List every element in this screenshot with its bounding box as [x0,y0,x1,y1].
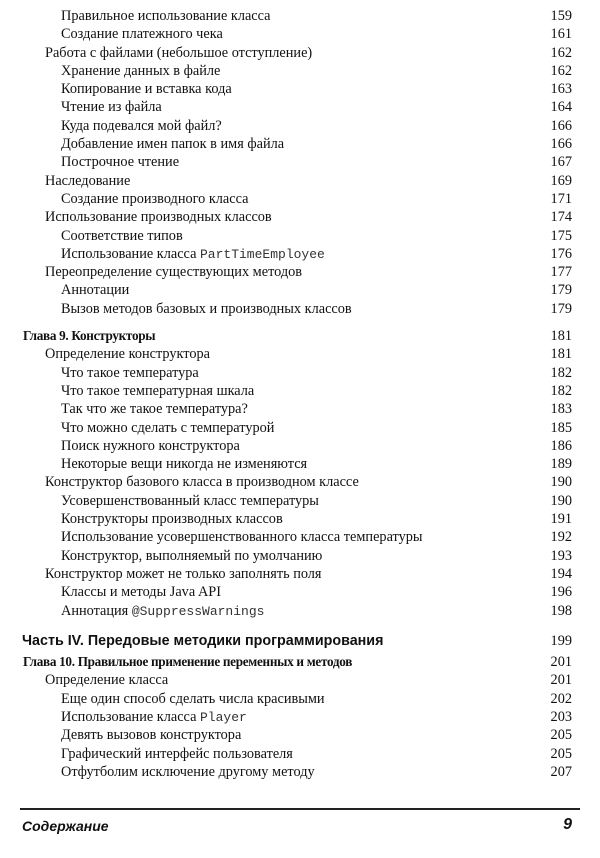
toc-subsection-entry [0,726,600,744]
toc-entry-title-text: Конструктор, выполняемый по умолчанию [61,547,323,564]
toc-entry-title [61,583,221,601]
toc-entry-title-text: Что можно сделать с температурой [61,419,275,436]
toc-entry-title-text: Правильное использование класса [61,8,271,24]
toc-entry-title [22,632,383,650]
toc-page-number: 167 [550,154,572,171]
toc-page-number: 182 [550,364,572,381]
toc-entry-title [61,510,283,528]
toc-entry-title-text: Копирование и вставка кода [61,81,232,98]
toc-subsection-entry [0,135,600,153]
toc-page-number: 193 [550,547,572,564]
toc-subsection-entry [0,763,600,781]
toc-entry-title-text: Вызов методов базовых и производных классов [61,300,352,317]
toc-subsection-entry [0,583,600,601]
toc-entry-title [61,437,240,455]
toc-subsection-entry [0,602,600,620]
toc-entry-title [61,25,223,43]
toc-entry-title-text: Глава 9. Конструкторы [23,328,156,344]
toc-page-number: 161 [550,26,572,43]
toc-entry-title [45,263,302,281]
toc-entry-title [61,690,325,708]
toc-entry-title [45,208,272,226]
toc-subsection-entry [0,364,600,382]
toc-page-number: 182 [550,382,572,399]
toc-page-number: 196 [550,584,572,601]
toc-entry-title-text: Использование класса [61,245,200,262]
toc-entry-title [23,327,155,345]
toc-entry-title-text: Наследование [45,172,131,189]
toc-entry-title [61,62,220,80]
toc-subsection-entry [0,690,600,708]
toc-entry-title [61,492,319,510]
toc-subsection-entry [0,300,600,318]
toc-subsection-entry [0,62,600,80]
toc-page-number: 190 [550,492,572,509]
toc-entry-title-text: Часть IV. Передовые методики программирования [22,632,384,649]
toc-page-number: 190 [550,474,572,491]
toc-entry-title [61,547,322,565]
toc-entry-title-text: Конструкторы производных классов [61,511,283,528]
toc-entry-title-text: Некоторые вещи никогда не изменяются [61,456,308,473]
toc-entry-title-text: Аннотация [61,602,132,619]
toc-section-entry [0,671,600,689]
toc-page-number: 183 [550,401,572,418]
toc-page-number: 163 [550,81,572,98]
toc-entry-title [61,153,179,171]
toc-subsection-entry [0,437,600,455]
toc-page-number: 164 [550,99,572,116]
toc-entry-title [61,528,423,546]
toc-page-number: 159 [550,8,572,24]
toc-entry-title [61,80,232,98]
toc-page-number: 162 [550,44,572,61]
toc-entry-title [61,364,199,382]
toc-page-number: 198 [550,602,572,619]
toc-subsection-entry [0,190,600,208]
toc-subsection-entry [0,492,600,510]
toc-page-number: 171 [550,190,572,207]
toc-subsection-entry [0,510,600,528]
toc-entry-title [61,745,293,763]
toc-subsection-entry [0,153,600,171]
toc-page-number: 185 [550,419,572,436]
toc-part-heading [0,632,600,650]
toc-entry-title [61,245,325,264]
toc-page-number: 205 [550,745,572,762]
toc-entry-title [61,382,254,400]
toc-subsection-entry [0,400,600,418]
toc-section-entry [0,473,600,491]
toc-subsection-entry [0,98,600,116]
toc-page-number: 166 [550,117,572,134]
toc-entry-title-text: Усовершенствованный класс температуры [61,492,319,509]
toc-subsection-entry [0,80,600,98]
toc-page-number: 166 [550,136,572,153]
toc-page-number: 175 [550,227,572,244]
footer-title: Содержание [22,818,109,834]
toc-entry-title-text: Переопределение существующих методов [45,264,303,281]
toc-section-entry [0,345,600,363]
toc-page-number: 179 [550,300,572,317]
toc-entry-title-text: Построчное чтение [61,154,180,171]
toc-page-number: 177 [550,264,572,281]
toc-entry-code: Player [200,709,247,725]
toc-subsection-entry [0,25,600,43]
toc-subsection-entry [0,117,600,135]
toc-subsection-entry [0,708,600,726]
toc-subsection-entry [0,547,600,565]
toc-entry-title [61,227,183,245]
toc-entry-title [61,455,307,473]
toc-section-entry [0,263,600,281]
toc-subsection-entry [0,455,600,473]
toc-subsection-entry [0,745,600,763]
toc-entry-title [45,44,312,62]
toc-entry-title-text: Что такое температура [61,364,199,381]
toc-subsection-entry [0,7,600,25]
toc-entry-title-text: Использование усовершенствованного класса температуры [61,529,423,546]
toc-page-number: 207 [550,763,572,780]
toc-page-number: 205 [550,727,572,744]
toc-entry-title-text: Хранение данных в файле [61,62,221,79]
toc-subsection-entry [0,419,600,437]
toc-entry-code: PartTimeEmployee [200,246,325,262]
toc-entry-title [45,565,322,583]
toc-subsection-entry [0,245,600,263]
toc-page-number: 202 [550,690,572,707]
toc-entry-code: @SuppressWarnings [131,603,265,619]
toc-entry-title-text: Использование производных классов [45,209,272,226]
toc-entry-title [61,7,271,25]
toc-page-number: 199 [550,632,572,649]
toc-entry-title-text: Аннотации [61,282,130,299]
toc-page-number: 189 [550,456,572,473]
toc-entry-title [61,117,222,135]
toc-page-number: 201 [550,654,572,671]
toc-entry-title [61,400,248,418]
toc-section-entry [0,172,600,190]
toc-entry-title-text: Что такое температурная шкала [61,382,255,399]
toc-subsection-entry [0,382,600,400]
toc-entry-title-text: Поиск нужного конструктора [61,437,240,454]
toc-entry-title [45,345,210,363]
toc-page-number: 192 [550,529,572,546]
toc-page-number: 162 [550,62,572,79]
toc-page-number: 179 [550,282,572,299]
toc-entry-title-text: Работа с файлами (небольшое отступление) [45,44,313,61]
toc-entry-title [45,172,130,190]
toc-entry-title [61,190,249,208]
toc-entry-title-text: Куда подевался мой файл? [61,117,222,134]
footer-rule [20,808,580,810]
toc-entry-title-text: Соответствие типов [61,227,183,244]
footer-page-number: 9 [563,816,572,833]
toc-entry-title-text: Отфутболим исключение другому методу [61,763,315,780]
toc-entry-title-text: Глава 10. Правильное применение переменных и методов [23,654,353,670]
toc-entry-title-text: Создание производного класса [61,190,249,207]
toc-page-number: 181 [550,346,572,363]
toc-entry-title [61,419,274,437]
toc-entry-title [61,135,284,153]
toc-page-number: 174 [550,209,572,226]
toc-entry-title [61,98,162,116]
toc-entry-title-text: Определение класса [45,672,169,689]
toc-entry-title-text: Использование класса [61,708,200,725]
toc-entry-title [61,708,247,727]
toc-entry-title [61,602,264,621]
toc-entry-title-text: Еще один способ сделать числа красивыми [61,690,325,707]
toc-entry-title-text: Добавление имен папок в имя файла [61,136,285,153]
toc-section-entry [0,208,600,226]
toc-entry-title-text: Девять вызовов конструктора [61,727,242,744]
toc-page-number: 181 [550,328,572,345]
toc-entry-title-text: Конструктор может не только заполнять поля [45,565,322,582]
toc-subsection-entry [0,281,600,299]
toc-entry-title [23,653,352,671]
toc-section-entry [0,44,600,62]
toc-entry-title-text: Чтение из файла [61,99,162,116]
toc-page-number: 176 [550,245,572,262]
toc-entry-title-text: Конструктор базового класса в производном классе [45,474,359,491]
toc-page-number: 191 [550,511,572,528]
toc-page-number: 194 [550,565,572,582]
toc-entry-title [61,763,315,781]
toc-page-number: 201 [550,672,572,689]
toc-page-number: 186 [550,437,572,454]
toc-subsection-entry [0,227,600,245]
toc-chapter-heading [0,327,600,345]
toc-entry-title-text: Классы и методы Java API [61,584,221,601]
toc-chapter-heading [0,653,600,671]
toc-entry-title [45,671,168,689]
toc-page-number: 203 [550,708,572,725]
toc-entry-title [61,300,352,318]
toc-subsection-entry [0,528,600,546]
table-of-contents [0,7,600,781]
toc-entry-title [61,726,241,744]
toc-entry-title-text: Графический интерфейс пользователя [61,745,293,762]
toc-entry-title [61,281,129,299]
toc-page-number: 169 [550,172,572,189]
toc-entry-title-text: Определение конструктора [45,346,210,363]
toc-entry-title-text: Создание платежного чека [61,26,223,43]
toc-entry-title-text: Так что же такое температура? [61,401,248,418]
toc-entry-title [45,473,359,491]
toc-section-entry [0,565,600,583]
